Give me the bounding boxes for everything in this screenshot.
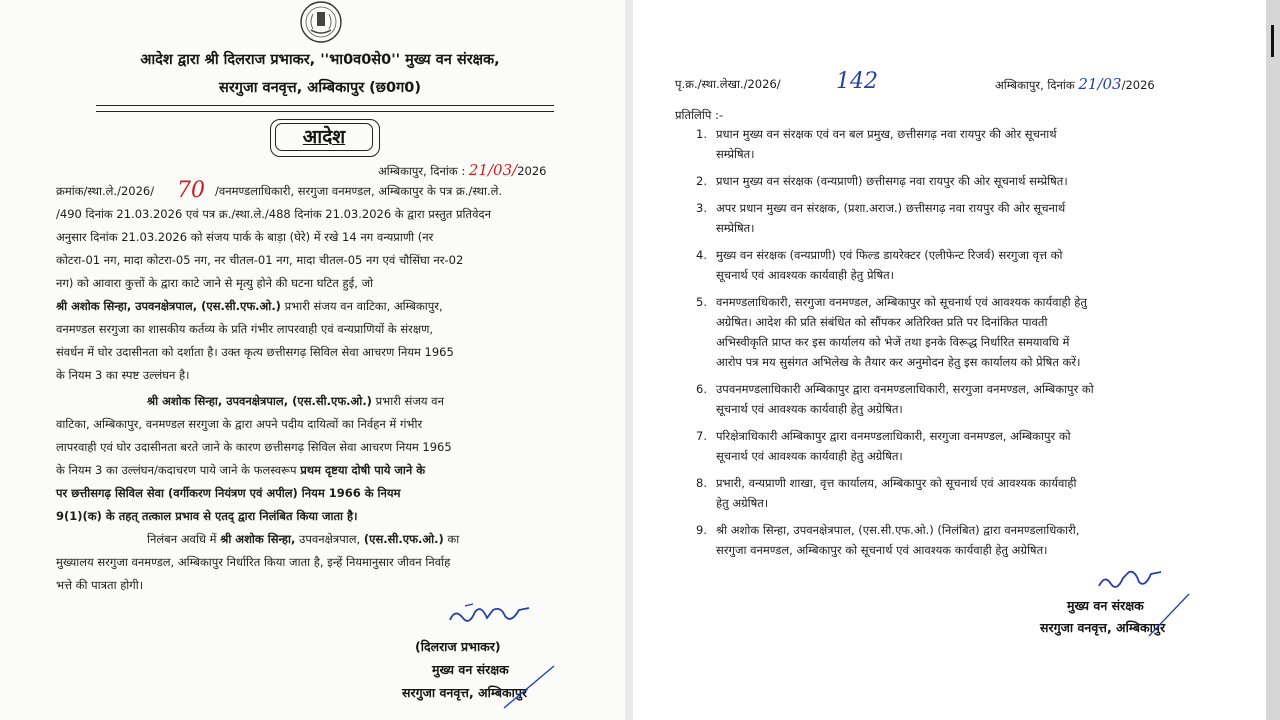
order-ref-number: 70: [177, 178, 205, 203]
para2-line: लापरवाही एवं घोर उदासीनता बरते जाने के कारण छत्तीसगढ़ सिविल सेवा आचरण नियम 1965: [56, 440, 452, 454]
body-line-tail: प्रभारी संजय वन वाटिका, अम्बिकापुर,: [280, 299, 443, 313]
para2-line: [147, 394, 444, 409]
copy-item-line: अपर प्रधान मुख्य वन संरक्षक, (प्रशा.अराज.) छत्तीसगढ़ नवा रायपुर की ओर सूचनार्थ: [716, 201, 1066, 215]
order-date-month: /03/: [487, 161, 518, 179]
page-edge-mark: [1271, 25, 1274, 57]
signature-title: मुख्य वन संरक्षक: [432, 662, 509, 677]
copy-signature-place: सरगुजा वनवृत्त, अम्बिकापुर: [1040, 620, 1166, 635]
para3-tail: का: [443, 532, 460, 546]
copy-item-line: सूचनार्थ एवं आवश्यक कार्यवाही हेतु प्रेषित।: [716, 268, 895, 282]
copy-heading: प्रतिलिपि :-: [675, 108, 724, 122]
body-line: वनमण्डल सरगुजा का शासकीय कर्तव्य के प्रति गंभीर लापरवाही एवं वन्यप्राणियों के संरक्षण,: [56, 322, 434, 336]
copy-signature-title: मुख्य वन संरक्षक: [1067, 598, 1144, 613]
copy-item-line: सरगुजा वनमण्डल, अम्बिकापुर को सूचनार्थ एवं आवश्यक कार्यवाही हेतु अग्रेषित।: [716, 543, 1048, 557]
order-date-prefix: अम्बिकापुर, दिनांक :: [378, 164, 466, 178]
copy-item-number: 2.: [696, 174, 707, 188]
copy-date-month: /03: [1097, 75, 1122, 93]
para3-line: [147, 532, 459, 547]
page-gap: [625, 0, 633, 720]
copy-item-line: सम्प्रेषित।: [716, 221, 755, 235]
copy-item-line: प्रधान मुख्य वन संरक्षक एवं वन बल प्रमुख, छत्तीसगढ़ नवा रायपुर की ओर सूचनार्थ: [716, 127, 1057, 141]
copy-date-prefix: अम्बिकापुर, दिनांक: [995, 78, 1075, 92]
order-page-left: [0, 0, 625, 720]
order-title-box: [270, 119, 380, 157]
copy-item-number: 7.: [696, 429, 707, 443]
copy-ref-prefix: पृ.क्र./स्था.लेखा./2026/: [675, 77, 781, 91]
copy-item-line: अभिस्वीकृति प्राप्त कर इस कार्यालय को भेजें तथा इनके विरूद्ध निर्धारित समयावधि में: [716, 335, 1070, 349]
signature-stroke: [500, 662, 560, 712]
accused-name-bold: श्री अशोक सिन्हा,: [220, 532, 296, 546]
copy-item-line: श्री अशोक सिन्हा, उपवनक्षेत्रपाल, (एस.सी.एफ.ओ.) (निलंबित) द्वारा वनमण्डलाधिकारी,: [716, 523, 1080, 537]
copy-item-line: प्रधान मुख्य वन संरक्षक (वन्यप्राणी) छत्तीसगढ़ नवा रायपुर की ओर सूचनार्थ सम्प्रेषित।: [716, 174, 1068, 188]
copy-item-line: सूचनार्थ एवं आवश्यक कार्यवाही हेतु अग्रेषित।: [716, 449, 903, 463]
para3-bold: (एस.सी.एफ.ओ.): [363, 532, 444, 546]
para2-line-tail: प्रभारी संजय वन: [371, 394, 444, 408]
state-emblem-icon: [297, 0, 345, 44]
copy-item-line: सूचनार्थ एवं आवश्यक कार्यवाही हेतु अग्रेषित।: [716, 402, 903, 416]
copy-item-number: 9.: [696, 523, 707, 537]
para2-line-head: के नियम 3 का उल्लंघन/कदाचरण पाये जाने के फलस्वरूप: [56, 463, 301, 477]
para2-line-bold: पर छत्तीसगढ़ सिविल सेवा (वर्गीकरण नियंत्रण एवं अपील) नियम 1966 के नियम: [56, 486, 401, 500]
body-line: [56, 299, 443, 314]
signature-place: सरगुजा वनवृत्त, अम्बिकापुर: [402, 685, 528, 700]
para3-line: भत्ते की पात्रता होगी।: [56, 578, 144, 592]
header-divider: [96, 105, 554, 112]
copy-item-number: 5.: [696, 295, 707, 309]
para2-bold: प्रथम दृष्टया दोषी पाये जाने के: [300, 463, 426, 477]
copy-item-number: 1.: [696, 127, 707, 141]
copy-item-line: सम्प्रेषित।: [716, 147, 755, 161]
para3-head: निलंबन अवधि में: [147, 532, 221, 546]
accused-name-bold: श्री अशोक सिन्हा, उपवनक्षेत्रपाल, (एस.सी.एफ.ओ.): [56, 299, 281, 313]
body-line: कोटरा-01 नग, मादा कोटरा-05 नग, नर चीतल-01 नग, मादा चीतल-05 नग एवं चौसिंघा नर-02: [56, 253, 464, 267]
signature-stroke: [1145, 590, 1195, 640]
body-line: संवर्धन में घोर उदासीनता को दर्शाता है। उक्त कृत्य छत्तीसगढ़ सिविल सेवा आचरण नियम 1965: [56, 345, 454, 359]
copy-item-line: हेतु अग्रेषित।: [716, 496, 769, 510]
copy-item-number: 3.: [696, 201, 707, 215]
copy-item-line: प्रभारी, वन्यप्राणी शाखा, वृत्त कार्यालय, अम्बिकापुर को सूचनार्थ एवं आवश्यक कार्यवाही: [716, 476, 1077, 490]
header-line-2: सरगुजा वनवृत्त, अम्बिकापुर (छ0ग0): [219, 80, 421, 96]
copy-item-number: 4.: [696, 248, 707, 262]
body-line: नग) को आवारा कुत्तों के द्वारा काटे जाने से मृत्यु होने की घटना घटित हुई, जो: [56, 276, 374, 290]
order-ref-prefix: क्रमांक/स्था.ले./2026/: [56, 184, 155, 198]
body-line: /490 दिनांक 21.03.2026 एवं पत्र क्र./स्था.ले./488 दिनांक 21.03.2026 के द्वारा प्रस्तुत प्रतिवेदन: [56, 207, 491, 221]
copy-item-line: अग्रेषित। आदेश की प्रति संबंधित को सौंपकर अतिरिक्त प्रति पर दिनांकित पावती: [716, 315, 1048, 329]
page-edge: [1266, 0, 1280, 720]
copy-item-number: 8.: [696, 476, 707, 490]
copy-item-line: मुख्य वन संरक्षक (वन्यप्राणी) एवं फिल्ड डायरेक्टर (एलीफेन्ट रिजर्व) सरगुजा वृत्त को: [716, 248, 1063, 262]
order-date-line: [378, 163, 546, 179]
accused-name-bold: श्री अशोक सिन्हा, उपवनक्षेत्रपाल, (एस.सी.एफ.ओ.): [147, 394, 372, 408]
copy-item-line: परिक्षेत्राधिकारी अम्बिकापुर द्वारा वनमण्डलाधिकारी, सरगुजा वनमण्डल, अम्बिकापुर को: [716, 429, 1071, 443]
header-line-1: आदेश द्वारा श्री दिलराज प्रभाकर, ''भा0व0से0'' मुख्य वन संरक्षक,: [140, 52, 500, 68]
para2-line: [56, 463, 425, 478]
handwritten-signature-left: [445, 600, 535, 630]
order-title: आदेश: [275, 123, 373, 151]
body-line: /वनमण्डलाधिकारी, सरगुजा वनमण्डल, अम्बिकापुर के पत्र क्र./स्था.ले.: [215, 184, 503, 198]
copy-date-day: 21: [1078, 75, 1098, 93]
copy-date-year: /2026: [1121, 78, 1155, 92]
signature-name: (दिलराज प्रभाकर): [415, 639, 501, 654]
copy-page-right: [633, 0, 1280, 720]
copy-date-line: [995, 77, 1155, 93]
order-date-year: 2026: [517, 164, 547, 178]
body-line: के नियम 3 का स्पष्ट उल्लंघन है।: [56, 368, 190, 382]
order-date-day: 21: [468, 161, 488, 179]
para2-line: वाटिका, अम्बिकापुर, वनमण्डल सरगुजा के द्वारा अपने पदीय दायित्वों का निर्वहन में गंभीर: [56, 417, 423, 431]
order-ref-line: [56, 184, 154, 199]
para3-mid: उपवनक्षेत्रपाल,: [295, 532, 364, 546]
para2-line-bold: 9(1)(क) के तहत् तत्काल प्रभाव से एतद् द्वारा निलंबित किया जाता है।: [56, 509, 358, 523]
para3-line: मुख्यालय सरगुजा वनमण्डल, अम्बिकापुर निर्धारित किया जाता है, इन्हें नियमानुसार जीवन निर्वाह: [56, 555, 451, 569]
copy-item-line: आरोप पत्र मय सुसंगत अभिलेख के तैयार कर अनुमोदन हेतु इस कार्यालय को प्रेषित करें।: [716, 355, 1081, 369]
copy-item-number: 6.: [696, 382, 707, 396]
copy-ref-number: 142: [836, 69, 878, 94]
body-line: अनुसार दिनांक 21.03.2026 को संजय पार्क के बाड़ा (घेरे) में रखे 14 नग वन्यप्राणी (नर: [56, 230, 434, 244]
copy-item-line: उपवनमण्डलाधिकारी अम्बिकापुर द्वारा वनमण्डलाधिकारी, सरगुजा वनमण्डल, अम्बिकापुर को: [716, 382, 1094, 396]
copy-item-line: वनमण्डलाधिकारी, सरगुजा वनमण्डल, अम्बिकापुर को सूचनार्थ एवं आवश्यक कार्यवाही हेतु: [716, 295, 1087, 309]
